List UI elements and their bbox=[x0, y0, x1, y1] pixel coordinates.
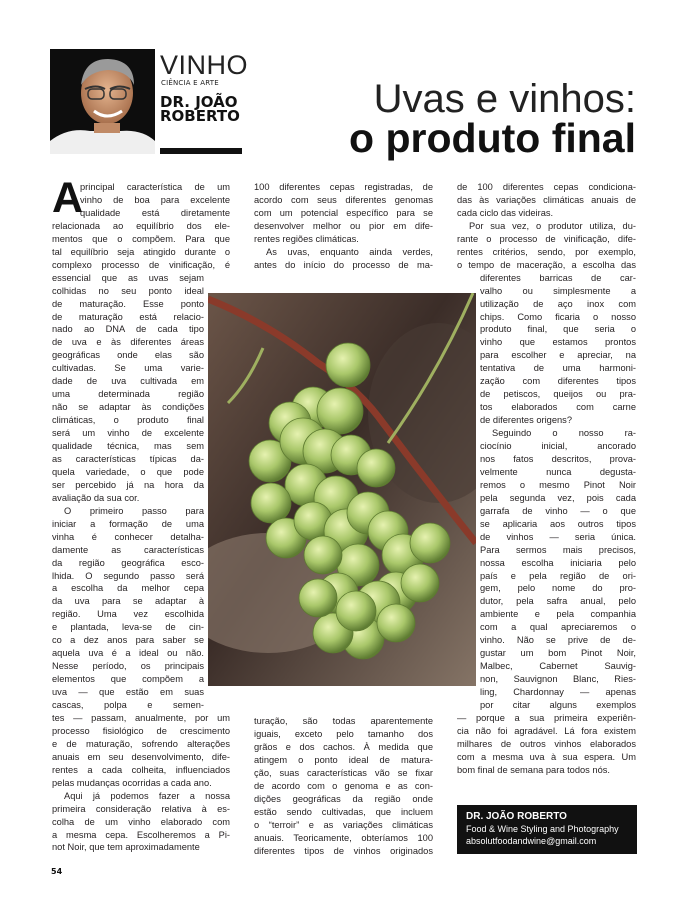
text-line: dutor, pela safra anual, pelo bbox=[480, 596, 636, 607]
text-line: não se adaptar às condições bbox=[52, 402, 204, 413]
text-line: dade de uva cultivada em bbox=[52, 376, 204, 387]
text-line: mentos que o compõem. Para que bbox=[52, 233, 230, 244]
author-name-line1: DR. JOÃO bbox=[160, 93, 238, 111]
text-line: com a qual apreciaremos o bbox=[480, 622, 636, 633]
text-line: zação com diferentes tipos bbox=[480, 376, 636, 387]
text-line: ser percebido já na hora da bbox=[52, 479, 204, 490]
text-line: com um potencial específico para se bbox=[254, 207, 433, 218]
section-subtitle: CIÊNCIA E ARTE bbox=[161, 79, 219, 87]
text-line: com a mesma uva à sua espera. Um bbox=[457, 751, 636, 762]
text-line: Por sua vez, o produtor utiliza, du- bbox=[469, 220, 636, 231]
text-line: cultivadas. Se uma varie- bbox=[52, 363, 204, 374]
text-line: — porque a sua primeira experiên- bbox=[457, 712, 636, 723]
text-line: ambiente e pela companhia bbox=[480, 609, 636, 620]
text-line: cascas, polpa e semen- bbox=[52, 700, 204, 710]
text-line: região. Uma vez escolhida bbox=[52, 609, 204, 620]
text-line: rentes regiões climáticas. bbox=[254, 233, 359, 244]
text-line: rentes a cada colheita, influenciados bbox=[52, 764, 230, 775]
text-line: lhida. O segundo passo será bbox=[52, 570, 204, 581]
text-line: utilização de aço inox com bbox=[480, 298, 636, 309]
drop-cap: A bbox=[52, 174, 84, 222]
text-line: produto final, que seria o bbox=[480, 324, 636, 335]
grape-berry bbox=[326, 343, 370, 387]
grape-berry bbox=[401, 564, 439, 602]
text-line: uva — que estão em suas bbox=[52, 687, 204, 698]
text-line: tentativa de uma harmoni- bbox=[480, 363, 636, 374]
grape-berry bbox=[317, 388, 363, 434]
text-line: desenvolver melhor ou pior em dife- bbox=[254, 220, 433, 231]
text-line: uma determinada região bbox=[52, 389, 204, 400]
text-line: de petiscos, queijos ou pra- bbox=[480, 389, 636, 400]
grape-berry bbox=[377, 604, 415, 642]
text-line: de maturação. Esse ponto bbox=[52, 298, 204, 309]
grape-berry bbox=[304, 536, 342, 574]
signature-name: DR. JOÃO ROBERTO bbox=[466, 811, 567, 822]
text-line: Para sermos mais precisos, bbox=[480, 544, 636, 555]
text-line: da uva para se adaptar à bbox=[52, 596, 204, 607]
text-line: turação, são todas aparentemente bbox=[254, 716, 433, 726]
text-line: e plantada, leva-se de cin- bbox=[52, 622, 204, 633]
text-line: quela variedade, o que pode bbox=[52, 466, 204, 477]
text-line: processo fisiológico de crescimento bbox=[52, 725, 230, 736]
text-line: atingem o ponto ideal de matura- bbox=[254, 754, 433, 765]
grape-berry bbox=[357, 449, 395, 487]
text-line: será um vinho de excelente bbox=[52, 428, 204, 439]
text-line: de diferentes origens? bbox=[480, 415, 572, 426]
text-line: complexo processo de vinificação, é bbox=[52, 259, 230, 270]
text-line: das às variações climáticas anuais de bbox=[457, 194, 636, 205]
text-line: pelas mudanças ocorridas a cada ano. bbox=[52, 777, 212, 788]
text-line: se aplicaria aos outros tipos bbox=[480, 518, 636, 529]
text-line: dições geográficas da região onde bbox=[254, 793, 433, 804]
text-line: ling, Chardonnay — apenas bbox=[480, 687, 636, 698]
text-line: anuais. Teoricamente, obteríamos 100 bbox=[254, 832, 433, 843]
text-line: antes do início do processo de ma- bbox=[254, 259, 433, 270]
text-line: as características típicas da- bbox=[52, 453, 204, 464]
text-line: aquela uva é a ideal ou não. bbox=[52, 648, 204, 659]
text-line: valho ou simplesmente a bbox=[480, 285, 636, 296]
grape-cluster-photo bbox=[208, 293, 476, 686]
text-line: rante o processo de vinificação, dife- bbox=[457, 233, 636, 244]
text-line: chips. Como ficaria o nosso bbox=[480, 311, 636, 322]
text-line: diferentes barricas de car- bbox=[480, 272, 636, 283]
text-line: non, Sauvignon Blanc, Ries- bbox=[480, 674, 636, 685]
grape-berry bbox=[251, 483, 291, 523]
text-line: tes — passam, anualmente, por um bbox=[52, 712, 230, 723]
text-line: tos elaborados com carne bbox=[480, 402, 636, 413]
text-line: climáticas, o produto final bbox=[52, 415, 204, 426]
text-line: o “terroir” e as variações climáticas bbox=[254, 819, 433, 830]
text-line: grãos e dos cachos. À medida que bbox=[254, 741, 433, 752]
text-line: vinho que estamos prontos bbox=[480, 337, 636, 348]
text-line: colhidas no seu ponto ideal bbox=[52, 285, 204, 296]
signature-email: absolutfoodandwine@gmail.com bbox=[466, 836, 597, 846]
text-line: primeira consideração relativa à es- bbox=[52, 803, 230, 814]
text-line: colha de um vinho elaborado com bbox=[52, 816, 230, 827]
text-line: país e pela região de ori- bbox=[480, 570, 636, 581]
text-line: gustar um bom Pinot Noir, bbox=[480, 648, 636, 659]
author-signature-box bbox=[457, 805, 637, 854]
text-line: qualidade está diretamente bbox=[80, 207, 230, 218]
text-line: por citar alguns exemplos bbox=[480, 700, 636, 710]
text-line: de uva e às diferentes áreas bbox=[52, 337, 204, 348]
text-line: vinha é conhecer detalha- bbox=[52, 531, 204, 542]
text-line: rentes critérios, sendo, por exemplo, bbox=[457, 246, 636, 257]
text-line: da região geográfica esco- bbox=[52, 557, 204, 568]
text-line: principal característica de um bbox=[80, 182, 230, 192]
text-line: vinho de boa para excelente bbox=[80, 194, 230, 205]
signature-role: Food & Wine Styling and Photography bbox=[466, 824, 619, 834]
text-line: o tempo de maceração, a escolha das bbox=[457, 259, 636, 270]
text-line: iniciar a formação de uma bbox=[52, 518, 204, 529]
text-line: Aqui já podemos fazer a nossa bbox=[64, 790, 230, 801]
text-line: bom final de semana para todos nós. bbox=[457, 764, 610, 775]
text-line: de 100 diferentes cepas condiciona- bbox=[457, 182, 636, 192]
text-line: a escolha da melhor cepa bbox=[52, 583, 204, 594]
grape-berry bbox=[336, 591, 376, 631]
grape-berry bbox=[410, 523, 450, 563]
section-title: VINHO bbox=[160, 50, 249, 80]
text-line: Malbec, Cabernet Sauvig- bbox=[480, 661, 636, 672]
text-line: acordo com seus diferentes genomas bbox=[254, 194, 433, 205]
text-line: garrafa de vinho — o que bbox=[480, 505, 636, 516]
text-line: anuais em seu desenvolvimento, dife- bbox=[52, 751, 230, 762]
text-line: diferentes tipos de vinhos originados bbox=[254, 845, 433, 856]
headline-line1: Uvas e vinhos: bbox=[373, 77, 636, 121]
text-line: O primeiro passo para bbox=[64, 505, 204, 516]
text-line: gem, pelo nome do pro- bbox=[480, 583, 636, 594]
text-line: cada ciclo das videiras. bbox=[457, 207, 554, 218]
text-line: Nesse período, os principais bbox=[52, 661, 204, 672]
text-line: tal equilíbrio seja atingido durante o bbox=[52, 246, 230, 257]
text-line: essencial que as uvas sejam bbox=[52, 272, 204, 283]
text-line: elementos que compõem a bbox=[52, 674, 204, 685]
text-line: qualidade técnica, mas sem bbox=[52, 441, 204, 451]
text-line: de maturação está relacio- bbox=[52, 311, 204, 322]
text-line: remos o mesmo Pinot Noir bbox=[480, 479, 636, 490]
header-rule bbox=[160, 148, 242, 154]
text-line: As uvas, enquanto ainda verdes, bbox=[266, 246, 433, 257]
text-line: nossa escolha iniciaria pelo bbox=[480, 557, 636, 568]
text-line: 100 diferentes cepas registradas, de bbox=[254, 182, 433, 192]
text-line: ção, suas características vão se fixar bbox=[254, 767, 433, 778]
text-line: not Noir, que tem aproximadamente bbox=[52, 842, 200, 853]
grape-berry bbox=[299, 579, 337, 617]
text-line: pela segunda vez, pois cada bbox=[480, 492, 636, 503]
text-line: ciocínio inicial, ancorado bbox=[480, 441, 636, 451]
text-line: para escolher e apreciar, na bbox=[480, 350, 636, 361]
author-name-line2: ROBERTO bbox=[160, 107, 240, 125]
text-line: e de maturação, sofrendo alterações bbox=[52, 738, 230, 749]
text-line: a mesma cepa. Escolheremos a Pi- bbox=[52, 829, 230, 840]
text-line: vinho. Não se prive de de- bbox=[480, 635, 636, 646]
text-line: avaliação da sua cor. bbox=[52, 492, 140, 503]
text-line: damente as características bbox=[52, 544, 204, 555]
text-line: geográficas onde elas são bbox=[52, 350, 204, 361]
text-line: milhares de outros vinhos elaborados bbox=[457, 738, 636, 749]
text-line: estão sendo cultivadas, que incluem bbox=[254, 806, 433, 817]
text-line: de vinhos — seria única. bbox=[480, 531, 636, 542]
text-line: de acordo com o genoma e as con- bbox=[254, 780, 433, 791]
text-line: cia não foi agradável. Lá fora existem bbox=[457, 725, 636, 736]
text-line: nado ao DNA de cada tipo bbox=[52, 324, 204, 335]
text-line: velmente nunca degusta- bbox=[480, 466, 636, 477]
text-line: iguais, exceto pelo tamanho dos bbox=[254, 728, 433, 739]
author-portrait bbox=[50, 49, 155, 154]
text-line: Seguindo o nosso ra- bbox=[492, 428, 636, 439]
text-line: co a dez anos para saber se bbox=[52, 635, 204, 646]
page-number: 54 bbox=[51, 867, 63, 876]
text-line: relacionada ao equilíbrio dos ele- bbox=[52, 220, 230, 231]
text-line: nos fatos descritos, prova- bbox=[480, 453, 636, 464]
headline-line2: o produto final bbox=[349, 115, 636, 161]
